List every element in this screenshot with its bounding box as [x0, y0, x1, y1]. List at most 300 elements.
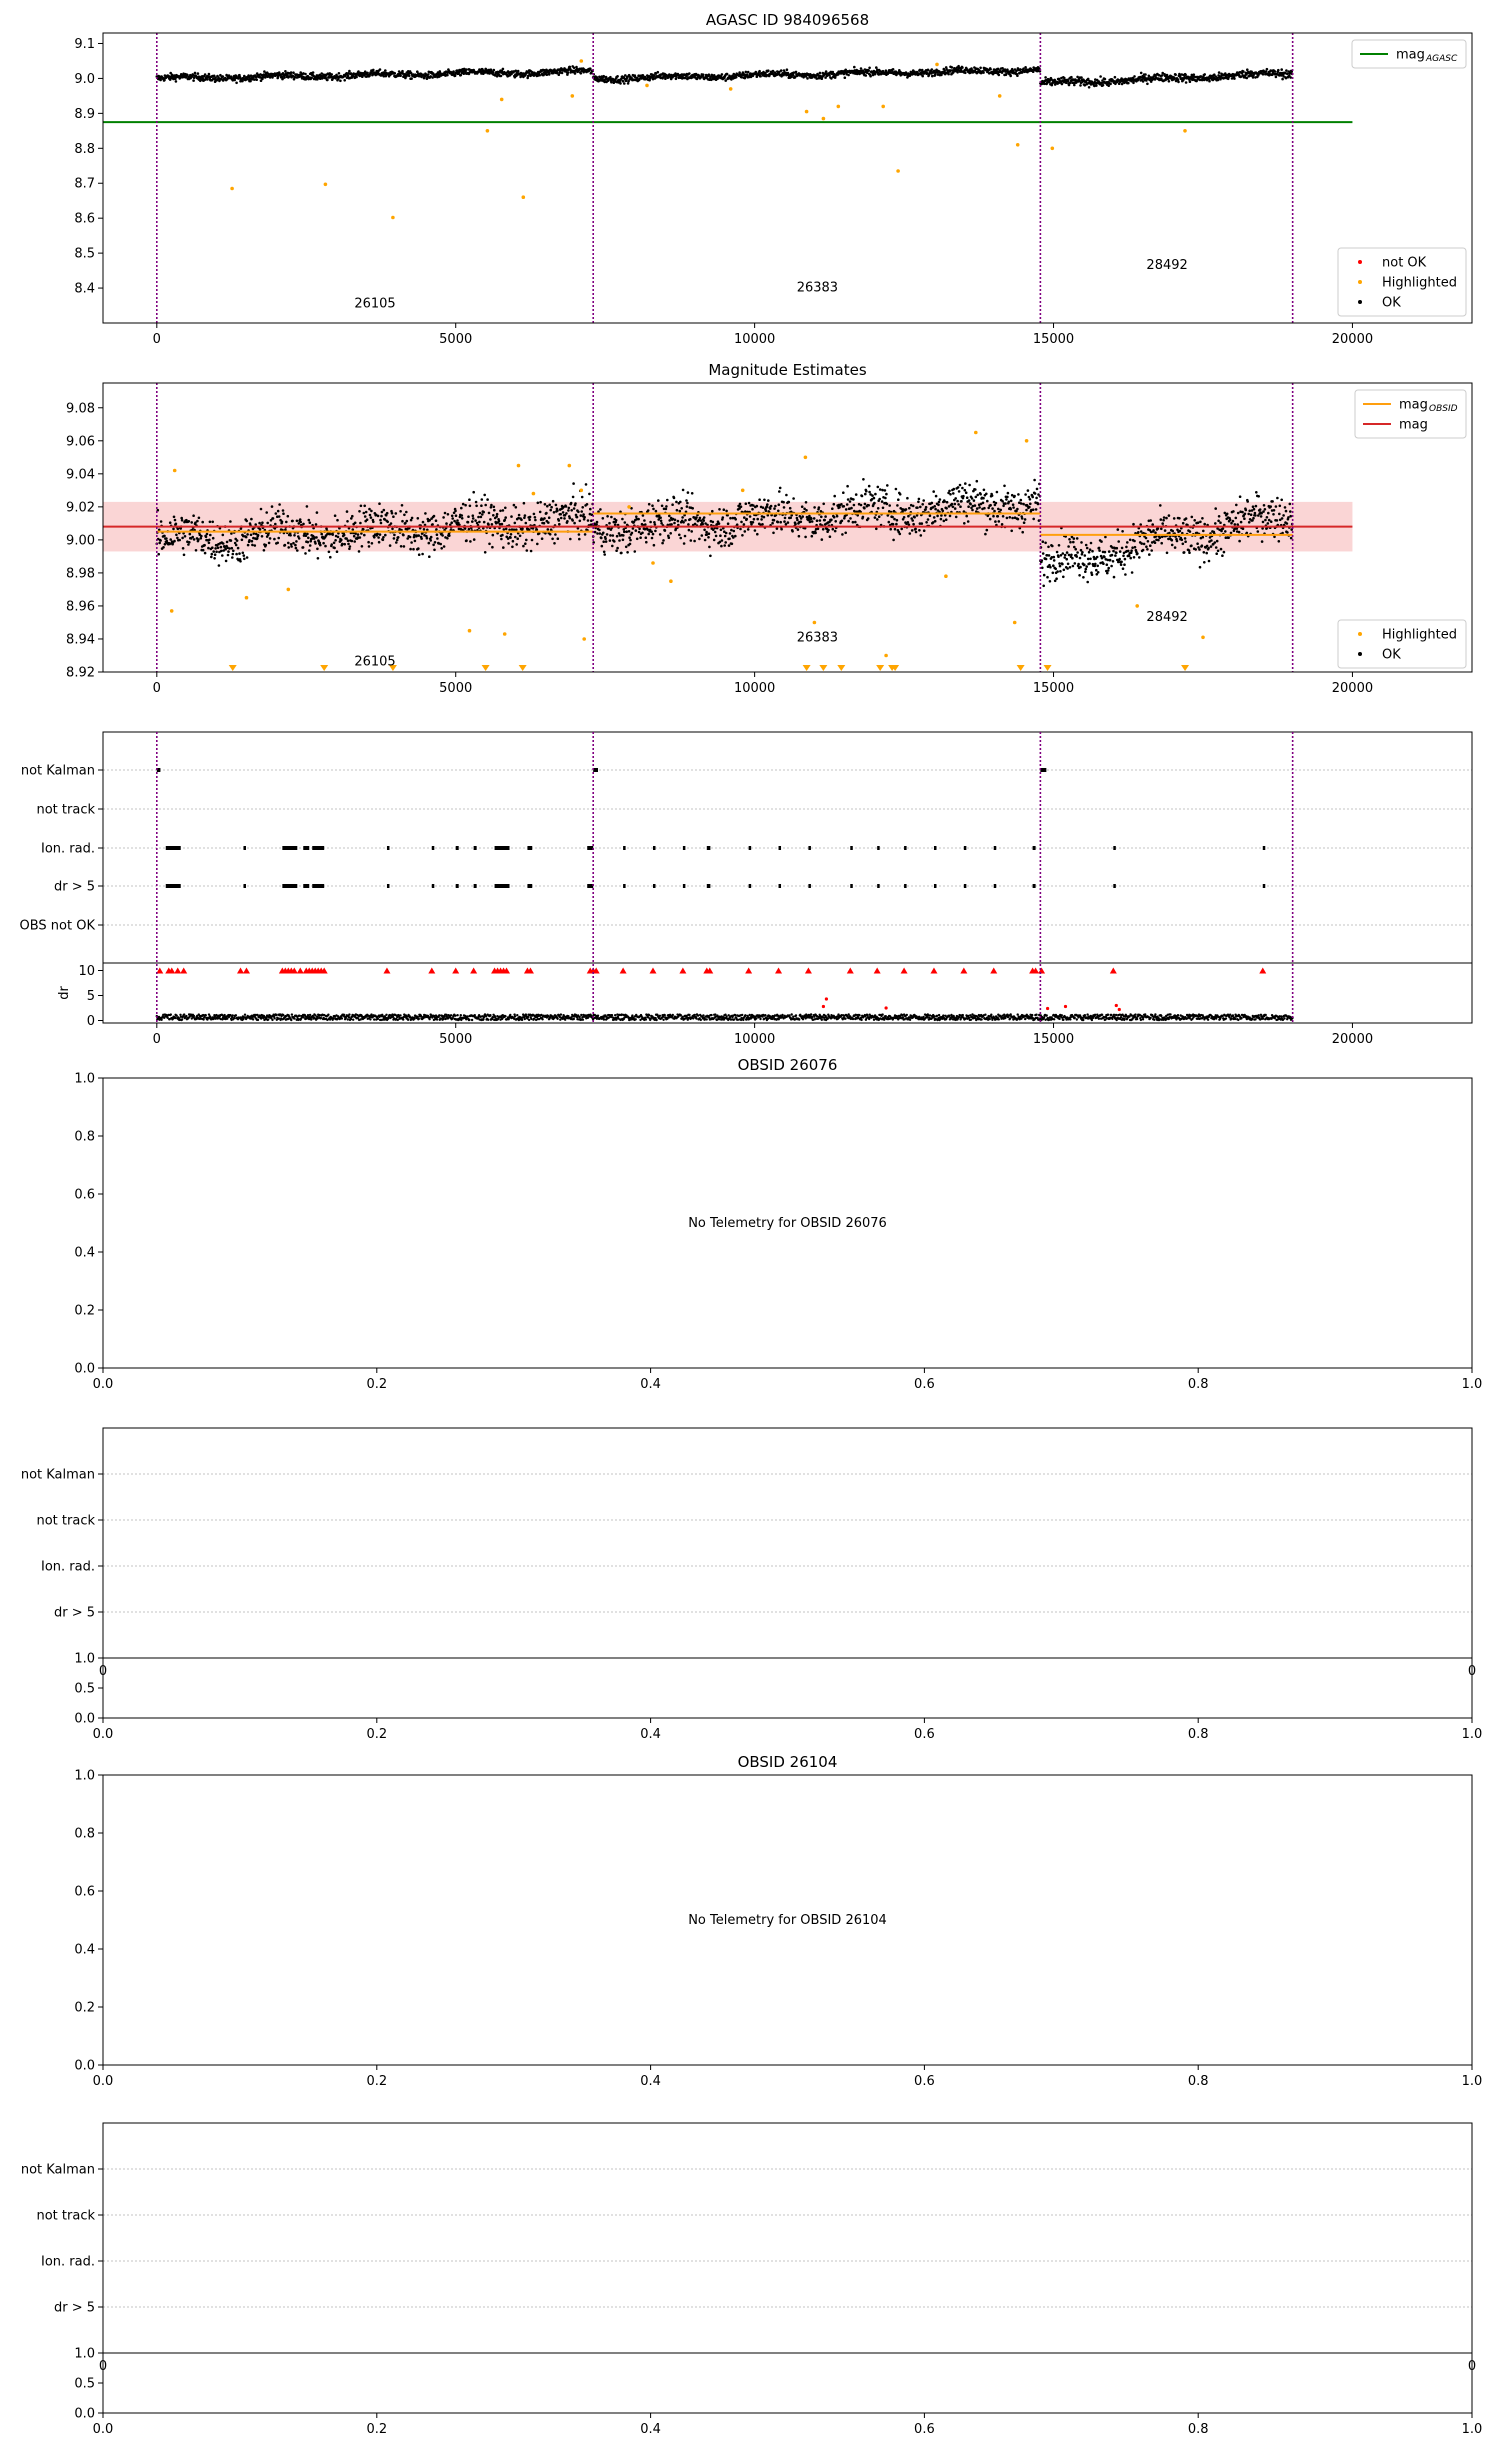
ok-point [989, 68, 992, 71]
ok-point [409, 548, 412, 551]
ok-point [538, 74, 541, 77]
y-tick-label: 9.08 [66, 401, 95, 417]
y-tick-label: 8.98 [66, 566, 95, 582]
ok-point [664, 529, 667, 532]
ok-point [933, 516, 936, 519]
ok-point [1217, 79, 1220, 82]
ok-point [1215, 546, 1218, 549]
obsid-label: 28492 [1146, 257, 1188, 273]
ok-point [283, 76, 286, 79]
ok-point [382, 539, 385, 542]
ok-point [1022, 503, 1025, 506]
ok-point [818, 506, 821, 509]
ok-point [333, 547, 336, 550]
flag-mark [587, 846, 593, 850]
plot-area [103, 431, 1352, 671]
ok-point [1098, 547, 1101, 550]
ok-point [1171, 530, 1174, 533]
ok-point [637, 518, 640, 521]
highlighted-point [729, 87, 733, 91]
ok-point [367, 541, 370, 544]
ok-point [567, 509, 570, 512]
ok-point [1217, 520, 1220, 523]
ok-point [337, 536, 340, 539]
ok-point [756, 505, 759, 508]
ok-point [204, 73, 207, 76]
ok-point [854, 521, 857, 524]
ok-point [700, 519, 703, 522]
ok-point [805, 509, 808, 512]
ok-point [1168, 514, 1171, 517]
ok-point [819, 72, 822, 75]
ok-point [635, 529, 638, 532]
ok-point [1049, 580, 1052, 583]
ok-point [1284, 506, 1287, 509]
ok-point [1084, 554, 1087, 557]
ok-point [957, 486, 960, 489]
ok-point [1002, 515, 1005, 518]
ok-point [230, 539, 233, 542]
ok-point [831, 507, 834, 510]
ok-point [315, 536, 318, 539]
ok-point [1271, 500, 1274, 503]
ok-point [1215, 552, 1218, 555]
ok-point [1132, 523, 1135, 526]
ok-point [274, 523, 277, 526]
flag-mark [683, 846, 686, 850]
ok-point [1140, 530, 1143, 533]
ok-point [365, 511, 368, 514]
ok-point [1070, 76, 1073, 79]
ok-point [1286, 531, 1289, 534]
ok-point [287, 546, 290, 549]
ok-point [394, 72, 397, 75]
ok-point [347, 543, 350, 546]
flag-mark [495, 846, 510, 850]
ok-point [602, 517, 605, 520]
ok-point [918, 529, 921, 532]
ok-point [228, 547, 231, 550]
ok-point [580, 510, 583, 513]
ok-point [665, 505, 668, 508]
ok-point [758, 498, 761, 501]
ok-point [308, 549, 311, 552]
ok-point [176, 537, 179, 540]
ok-point [1152, 529, 1155, 532]
ok-point [175, 523, 178, 526]
flag-mark [934, 884, 937, 888]
ok-point [983, 507, 986, 510]
ok-point [330, 73, 333, 76]
highlighted-point [571, 94, 575, 98]
ok-point [1173, 517, 1176, 520]
ok-point [248, 539, 251, 542]
ok-point [1080, 76, 1083, 79]
ok-point [800, 521, 803, 524]
clipped-highlighted-marker [1017, 665, 1025, 671]
ok-point [1020, 499, 1023, 502]
ok-point [320, 533, 323, 536]
ok-point [523, 517, 526, 520]
ok-point [654, 530, 657, 533]
ok-point [1067, 563, 1070, 566]
ok-point [543, 517, 546, 520]
ok-point [1196, 542, 1199, 545]
ok-point [765, 509, 768, 512]
highlighted-point [503, 632, 507, 636]
ok-point [469, 540, 472, 543]
ok-point [920, 534, 923, 537]
ok-point [523, 502, 526, 505]
ok-point [444, 512, 447, 515]
ok-point [526, 549, 529, 552]
ok-point [408, 75, 411, 78]
ok-point [231, 547, 234, 550]
ok-point [1261, 540, 1264, 543]
ok-point [1086, 581, 1089, 584]
ok-point [212, 550, 215, 553]
ok-point [403, 545, 406, 548]
ok-point [475, 505, 478, 508]
ok-point [287, 515, 290, 518]
ok-point [292, 71, 295, 74]
ok-point [1162, 519, 1165, 522]
ok-point [160, 520, 163, 523]
ok-point [628, 530, 631, 533]
ok-point [846, 503, 849, 506]
ok-point [927, 69, 930, 72]
ok-point [1035, 508, 1038, 511]
obsid-label: 26383 [796, 630, 839, 646]
ok-point [504, 516, 507, 519]
flag-mark [432, 846, 435, 850]
flag-mark [749, 846, 752, 850]
ok-point [968, 484, 971, 487]
ok-point [227, 550, 230, 553]
ok-point [1013, 495, 1016, 498]
ok-point [433, 515, 436, 518]
ok-point [636, 77, 639, 80]
ok-point [1024, 493, 1027, 496]
ok-point [896, 504, 899, 507]
ok-point [1189, 80, 1192, 83]
ok-point [590, 519, 593, 522]
ok-point [1099, 75, 1102, 78]
ok-point [389, 544, 392, 547]
y-tick-label: 8.6 [74, 211, 95, 227]
ok-point [905, 508, 908, 511]
ok-point [1151, 523, 1154, 526]
ok-point [296, 549, 299, 552]
ok-point [211, 521, 214, 524]
y-tick-label: 9.1 [74, 36, 95, 52]
ok-point [1203, 523, 1206, 526]
ok-point [355, 76, 358, 79]
ok-point [774, 505, 777, 508]
ok-point [231, 556, 234, 559]
ok-point [779, 487, 782, 490]
ok-point [603, 551, 606, 554]
ok-point [1278, 513, 1281, 516]
ok-point [892, 539, 895, 542]
ok-point [446, 74, 449, 77]
ok-point [235, 553, 238, 556]
ok-point [315, 523, 318, 526]
ok-point [853, 504, 856, 507]
ok-point [992, 515, 995, 518]
ok-point [727, 522, 730, 525]
y-tick-label: 9.02 [66, 500, 95, 516]
ok-point [1067, 80, 1070, 83]
ok-point [263, 549, 266, 552]
ok-point [1002, 505, 1005, 508]
ok-point [1080, 541, 1083, 544]
ok-point [1129, 539, 1132, 542]
ok-point [502, 68, 505, 71]
ok-point [1100, 540, 1103, 543]
ok-point [966, 496, 969, 499]
ok-point [1161, 74, 1164, 77]
ok-point [939, 498, 942, 501]
ok-point [934, 520, 937, 523]
highlighted-point [532, 492, 536, 496]
ok-point [1053, 556, 1056, 559]
ok-point [643, 519, 646, 522]
ok-point [334, 539, 337, 542]
ok-point [570, 509, 573, 512]
ok-point [876, 518, 879, 521]
ok-point [481, 498, 484, 501]
ok-point [674, 519, 677, 522]
flag-mark [243, 884, 246, 888]
ok-point [726, 73, 729, 76]
ok-point [560, 517, 563, 520]
ok-point [581, 496, 584, 499]
ok-point [251, 540, 254, 543]
ok-point [878, 515, 881, 518]
ok-point [464, 504, 467, 507]
ok-point [1112, 560, 1115, 563]
ok-point [414, 540, 417, 543]
ok-point [405, 511, 408, 514]
highlighted-point [486, 129, 490, 133]
ok-point [639, 536, 642, 539]
ok-point [460, 74, 463, 77]
ok-point [1119, 550, 1122, 553]
ok-point [622, 80, 625, 83]
ok-point [467, 515, 470, 518]
ok-point [840, 503, 843, 506]
ok-point [1205, 552, 1208, 555]
ok-point [1178, 517, 1181, 520]
ok-point [1232, 520, 1235, 523]
ok-point [1052, 572, 1055, 575]
ok-point [1217, 550, 1220, 553]
ok-point [1087, 78, 1090, 81]
ok-point [682, 521, 685, 524]
ok-point [616, 547, 619, 550]
ok-point [1266, 68, 1269, 71]
ok-point [938, 501, 941, 504]
ok-point [949, 493, 952, 496]
ok-point [1029, 498, 1032, 501]
ok-point [468, 498, 471, 501]
ok-point [547, 521, 550, 524]
ok-point [1139, 523, 1142, 526]
ok-point [1230, 532, 1233, 535]
ok-point [1280, 68, 1283, 71]
ok-point [1118, 558, 1121, 561]
ok-point [1070, 554, 1073, 557]
flag-mark [1113, 846, 1116, 850]
ok-point [1232, 510, 1235, 513]
ok-point [247, 544, 250, 547]
ok-point [363, 512, 366, 515]
ok-point [1259, 508, 1262, 511]
ok-point [1032, 508, 1035, 511]
ok-point [1248, 521, 1251, 524]
ok-point [976, 480, 979, 483]
ok-point [884, 497, 887, 500]
ok-point [197, 538, 200, 541]
ok-point [1056, 551, 1059, 554]
ok-point [661, 542, 664, 545]
y-tick-label: 9.04 [66, 467, 95, 483]
ok-point [1184, 540, 1187, 543]
ok-point [982, 71, 985, 74]
ok-point [1087, 558, 1090, 561]
ok-point [1128, 555, 1131, 558]
ok-point [265, 544, 268, 547]
ok-point [209, 534, 212, 537]
ok-point [646, 528, 649, 531]
ok-point [507, 542, 510, 545]
ok-point [1234, 523, 1237, 526]
ok-point [544, 503, 547, 506]
flag-mark [166, 884, 181, 888]
ok-point [891, 516, 894, 519]
ok-point [512, 540, 515, 543]
ok-point [868, 67, 871, 70]
ok-point [336, 550, 339, 553]
ok-point [1111, 554, 1114, 557]
ok-point [1197, 521, 1200, 524]
ok-point [589, 67, 592, 70]
ok-point [687, 523, 690, 526]
ok-point [922, 499, 925, 502]
ok-point [693, 540, 696, 543]
ok-point [460, 507, 463, 510]
ok-point [245, 536, 248, 539]
ok-point [239, 560, 242, 563]
ok-point [894, 528, 897, 531]
ok-point [197, 72, 200, 75]
ok-point [911, 519, 914, 522]
ok-point [372, 521, 375, 524]
ok-point [343, 79, 346, 82]
ok-point [351, 540, 354, 543]
ok-point [985, 493, 988, 496]
ok-point [346, 510, 349, 513]
ok-point [360, 505, 363, 508]
flag-mark [282, 846, 297, 850]
ok-point [931, 75, 934, 78]
ok-point [623, 531, 626, 534]
ok-point [521, 527, 524, 530]
ok-point [603, 553, 606, 556]
ok-point [401, 504, 404, 507]
ok-point [502, 546, 505, 549]
ok-point [1042, 585, 1045, 588]
ok-point [1061, 563, 1064, 566]
ok-point [518, 514, 521, 517]
ok-point [1066, 567, 1069, 570]
ok-point [1034, 492, 1037, 495]
ok-point [755, 71, 758, 74]
ok-point [352, 528, 355, 531]
ok-point [339, 80, 342, 83]
ok-point [1183, 551, 1186, 554]
ok-point [1051, 545, 1054, 548]
ok-point [686, 502, 689, 505]
ok-point [952, 492, 955, 495]
ok-point [1146, 548, 1149, 551]
ok-point [1041, 567, 1044, 570]
ok-point [1079, 84, 1082, 87]
ok-point [1270, 520, 1273, 523]
ok-point [164, 543, 167, 546]
ok-point [1124, 573, 1127, 576]
y-tick-label: 8.8 [74, 141, 95, 157]
highlighted-point [804, 456, 808, 460]
ok-point [804, 536, 807, 539]
flag-category-label: OBS not OK [19, 918, 95, 934]
ok-point [569, 517, 572, 520]
ok-point [376, 533, 379, 536]
ok-point [596, 521, 599, 524]
ok-point [833, 503, 836, 506]
ok-point [822, 503, 825, 506]
ok-point [312, 71, 315, 74]
ok-point [1059, 565, 1062, 568]
ok-point [1199, 521, 1202, 524]
ok-point [1266, 516, 1269, 519]
highlighted-point [230, 187, 234, 191]
ok-point [975, 496, 978, 499]
ok-point [202, 549, 205, 552]
ok-point [925, 506, 928, 509]
ok-point [830, 519, 833, 522]
ok-point [845, 508, 848, 511]
ok-point [1106, 563, 1109, 566]
ok-point [549, 533, 552, 536]
ok-point [358, 510, 361, 513]
ok-point [1012, 506, 1015, 509]
ok-point [173, 540, 176, 543]
ok-point [964, 489, 967, 492]
ok-point [1267, 522, 1270, 525]
ok-point [488, 543, 491, 546]
ok-point [912, 523, 915, 526]
ok-point [474, 519, 477, 522]
flag-mark [808, 884, 811, 888]
ok-point [773, 507, 776, 510]
ok-point [1010, 500, 1013, 503]
ok-point [917, 501, 920, 504]
ok-point [410, 541, 413, 544]
flag-mark [456, 846, 459, 850]
highlighted-point [1013, 621, 1017, 625]
